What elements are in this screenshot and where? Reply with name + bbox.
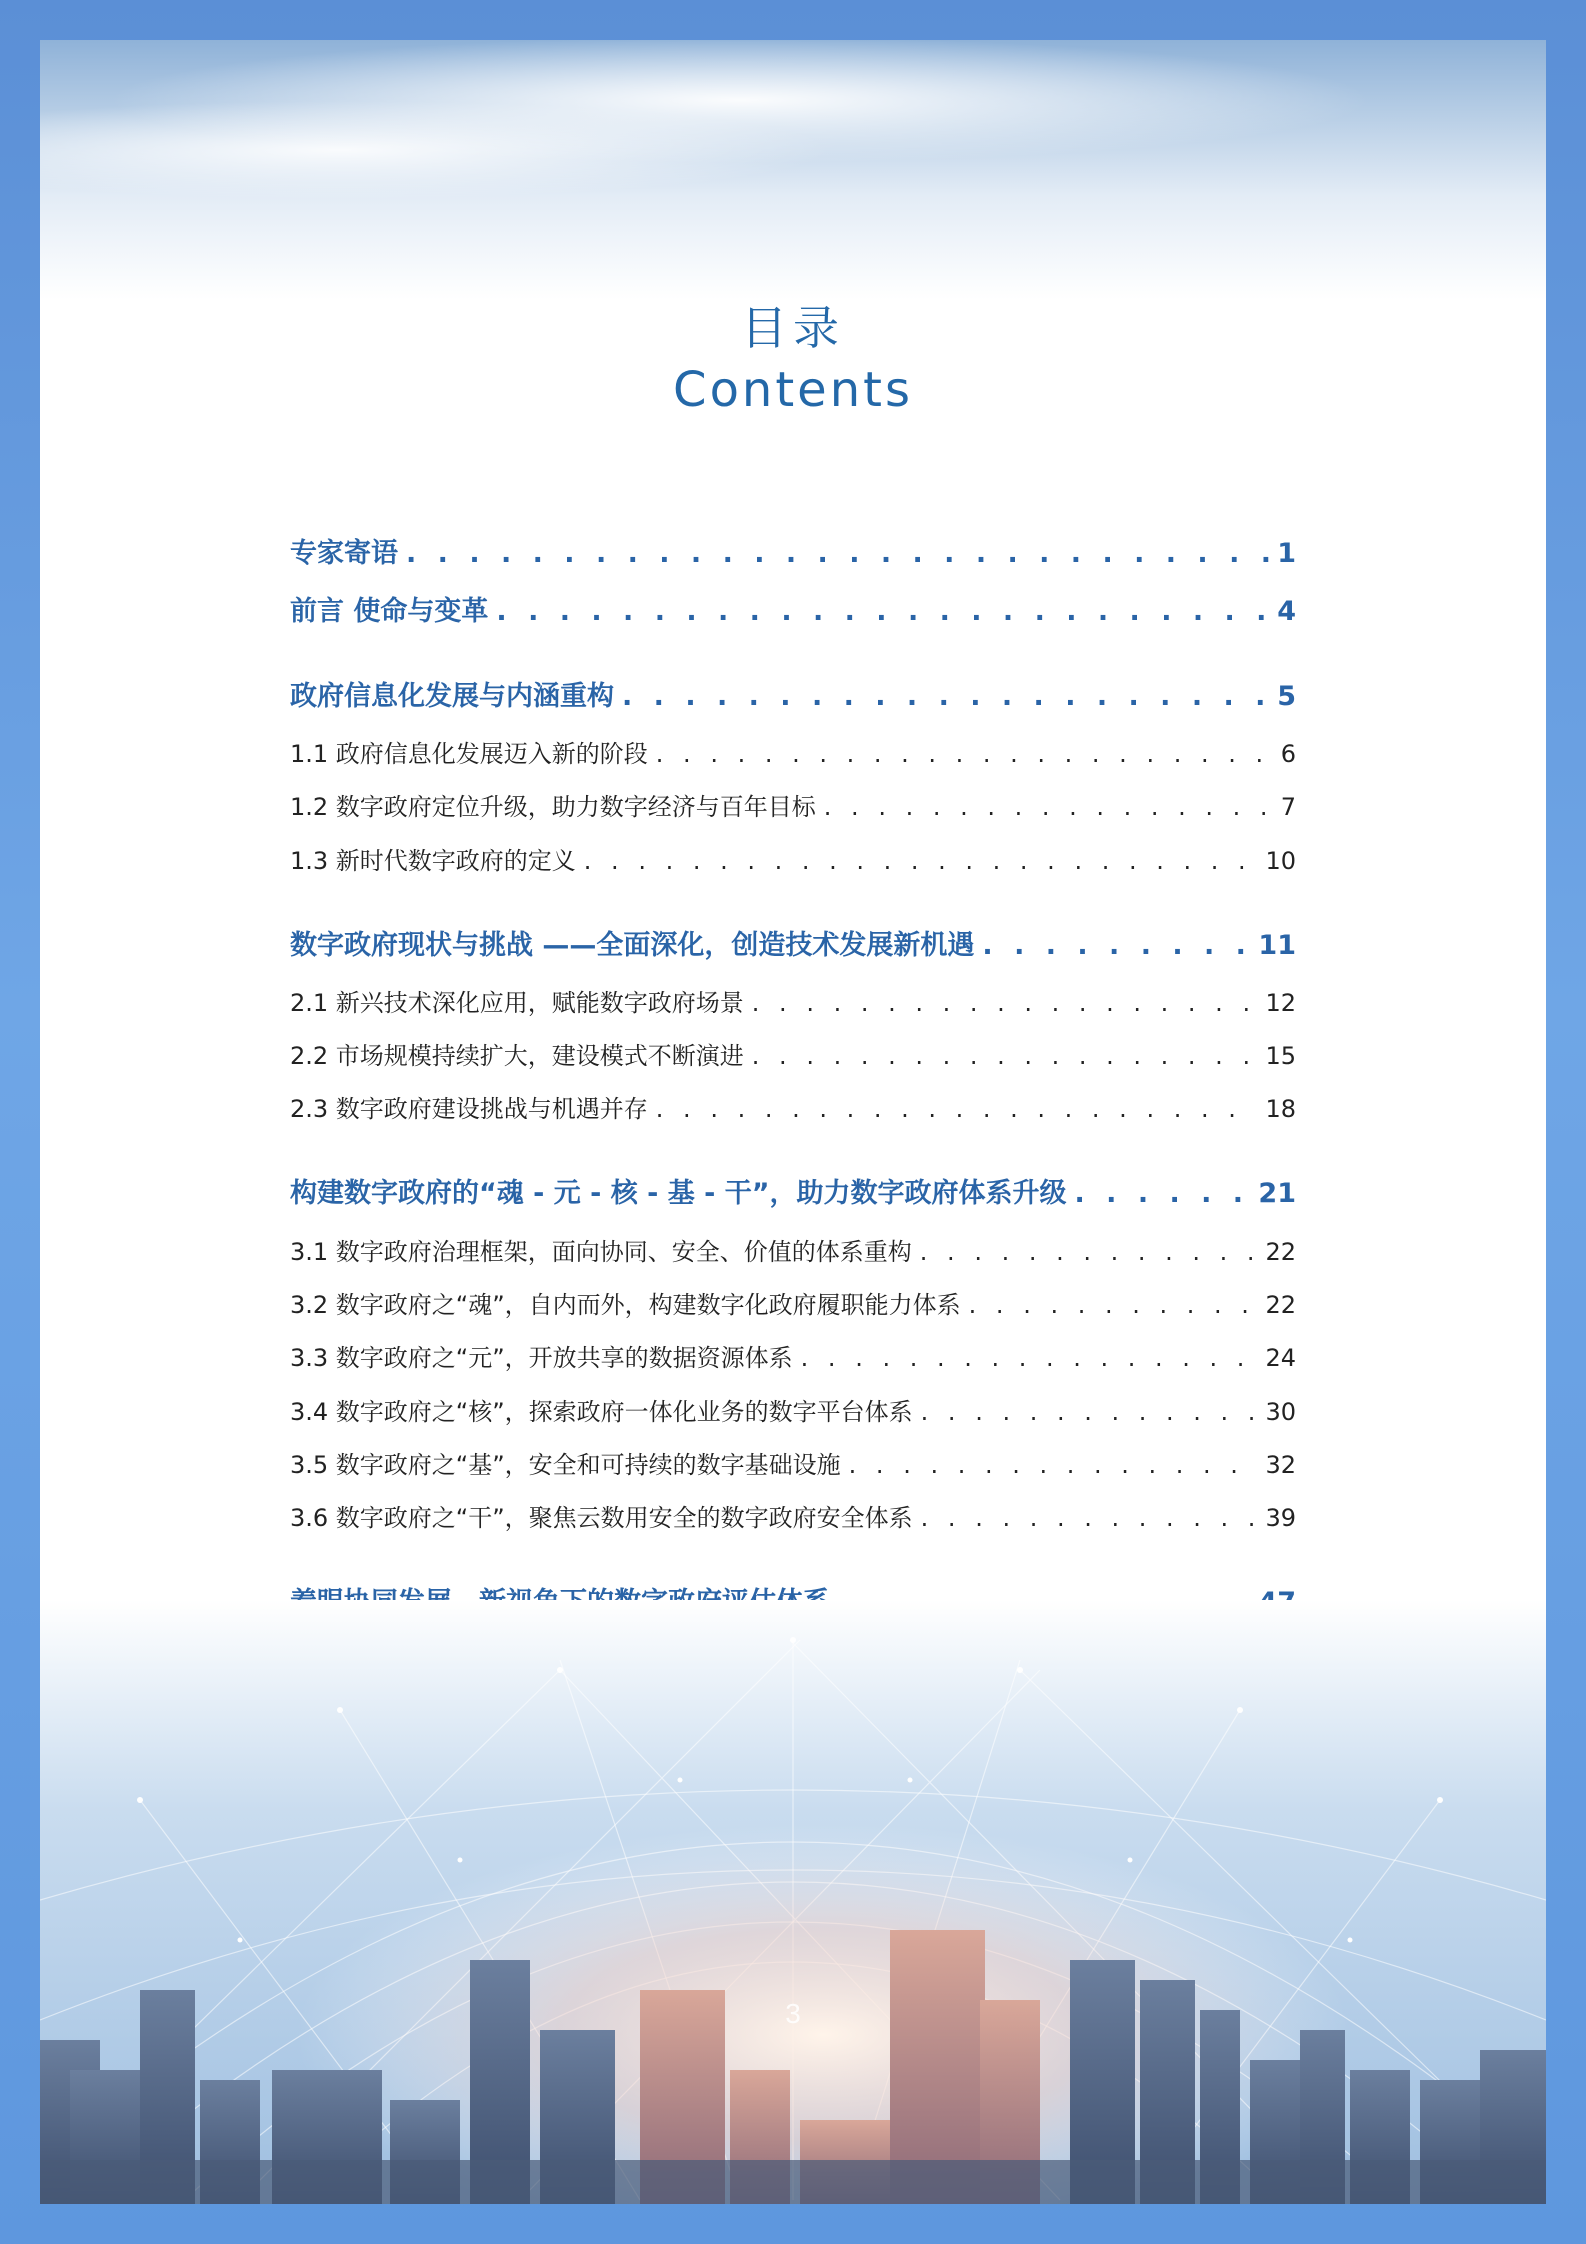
toc-entry-label: 3.4 数字政府之“核”，探索政府一体化业务的数字平台体系 <box>290 1398 913 1426</box>
toc-entry[interactable] <box>290 1392 1296 1427</box>
toc-dot-leader <box>622 681 1269 712</box>
toc-entry[interactable] <box>290 1232 1296 1267</box>
toc-entry[interactable] <box>290 923 1296 962</box>
toc-entry-page: 6 <box>1280 740 1296 768</box>
toc-entry[interactable] <box>290 1285 1296 1320</box>
toc-dot-leader <box>921 1398 1258 1426</box>
toc-entry-page: 39 <box>1265 1504 1296 1532</box>
toc-entry[interactable] <box>290 983 1296 1018</box>
toc-title-english: Contents <box>673 362 913 418</box>
toc-entry-page: 10 <box>1265 847 1296 875</box>
toc-entry-label: 3.5 数字政府之“基”，安全和可持续的数字基础设施 <box>290 1451 841 1479</box>
toc-dot-leader <box>584 847 1258 875</box>
toc-entry-label: 3.2 数字政府之“魂”，自内而外，构建数字化政府履职能力体系 <box>290 1291 961 1319</box>
city-network-image <box>40 1600 1546 2204</box>
toc-dot-leader <box>656 740 1273 768</box>
toc-entry[interactable] <box>290 531 1296 570</box>
sky-header-image <box>40 40 1546 300</box>
toc-entry-label: 2.2 市场规模持续扩大，建设模式不断演进 <box>290 1042 744 1070</box>
toc-title-chinese: 目录 <box>741 301 845 355</box>
toc-dot-leader <box>969 1291 1258 1319</box>
toc-entry[interactable] <box>290 1089 1296 1124</box>
toc-dot-leader <box>752 989 1258 1017</box>
toc-entry[interactable] <box>290 589 1296 628</box>
toc-dot-leader <box>920 1238 1258 1266</box>
toc-entry-page: 4 <box>1277 596 1296 627</box>
toc-entry-page: 30 <box>1265 1398 1296 1426</box>
toc-entry-label: 1.1 政府信息化发展迈入新的阶段 <box>290 740 648 768</box>
toc-dot-leader <box>752 1042 1258 1070</box>
toc-dot-leader <box>496 596 1269 627</box>
toc-entry-page: 5 <box>1277 681 1296 712</box>
toc-entry[interactable] <box>290 1036 1296 1071</box>
toc-entry-label: 1.3 新时代数字政府的定义 <box>290 847 576 875</box>
toc-entry-page: 22 <box>1265 1291 1296 1319</box>
toc-entry-page: 24 <box>1265 1344 1296 1372</box>
toc-dot-leader <box>849 1451 1258 1479</box>
toc-entry-label: 3.3 数字政府之“元”，开放共享的数据资源体系 <box>290 1344 793 1372</box>
toc-entry[interactable] <box>290 787 1296 822</box>
toc-dot-leader <box>656 1095 1258 1123</box>
toc-entry-page: 21 <box>1258 1178 1296 1209</box>
toc-entry-label: 数字政府现状与挑战 ——全面深化，创造技术发展新机遇 <box>290 930 975 961</box>
toc-entry-page: 22 <box>1265 1238 1296 1266</box>
document-page <box>40 40 1546 2204</box>
toc-entry-page: 1 <box>1277 538 1296 569</box>
toc-entry-label: 3.6 数字政府之“干”，聚焦云数用安全的数字政府安全体系 <box>290 1504 913 1532</box>
toc-dot-leader <box>982 930 1250 961</box>
toc-entry-page: 18 <box>1265 1095 1296 1123</box>
toc-entry-label: 3.1 数字政府治理框架，面向协同、安全、价值的体系重构 <box>290 1238 912 1266</box>
toc-entry-label: 前言 使命与变革 <box>290 596 489 627</box>
toc-entry[interactable] <box>290 1171 1296 1210</box>
toc-entry-label: 专家寄语 <box>290 538 398 569</box>
toc-entry-label: 1.2 数字政府定位升级，助力数字经济与百年目标 <box>290 793 816 821</box>
toc-entry[interactable] <box>290 1445 1296 1480</box>
toc-dot-leader <box>406 538 1269 569</box>
toc-entry[interactable] <box>290 841 1296 876</box>
toc-dot-leader <box>824 793 1273 821</box>
toc-entry-page: 12 <box>1265 989 1296 1017</box>
page-number: 3 <box>785 1998 801 2029</box>
toc-dot-leader <box>801 1344 1258 1372</box>
toc-entry-page: 7 <box>1280 793 1296 821</box>
toc-entry-page: 15 <box>1265 1042 1296 1070</box>
toc-entry-label: 2.1 新兴技术深化应用，赋能数字政府场景 <box>290 989 744 1017</box>
toc-dot-leader <box>1075 1178 1251 1209</box>
toc-entry[interactable] <box>290 1338 1296 1373</box>
toc-dot-leader <box>921 1504 1258 1532</box>
toc-entry-page: 11 <box>1258 930 1296 961</box>
toc-entry-label: 政府信息化发展与内涵重构 <box>290 681 614 712</box>
toc-entry[interactable] <box>290 734 1296 769</box>
toc-entry[interactable] <box>290 674 1296 713</box>
toc-entry-label: 构建数字政府的“魂 - 元 - 核 - 基 - 干”，助力数字政府体系升级 <box>290 1178 1067 1209</box>
toc-entry-page: 32 <box>1265 1451 1296 1479</box>
toc-entry-label: 2.3 数字政府建设挑战与机遇并存 <box>290 1095 648 1123</box>
toc-entry[interactable] <box>290 1498 1296 1533</box>
